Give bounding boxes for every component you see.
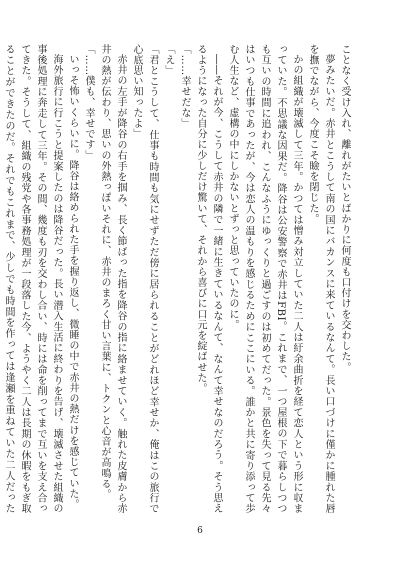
paragraph: ことなく受け入れ、離れがたいとばかりに何度も口付けを交わした。 <box>339 44 350 373</box>
paragraph: ――それが今、こうして赤井の隣で一緒に生きているなんて、なんて幸せなのだろう。そう思えるようになった自分に少しだけ驚いて、それから喜びに口元を綻ばせた。 <box>195 44 222 514</box>
dialogue-line: 「君とこうして、仕事も時間も気にせずただ傍に居られることがどれほど幸せか、俺はこの旅行で心底思い知ったよ」 <box>131 44 158 514</box>
paragraph: 赤井の左手が降谷の右手を掴み、長く節ばった指を降谷の指に絡ませていく。触れた皮膚から赤井の熱が伝わり、思いの外熱っぽいそれに、赤井のまろく甘い言葉に、トクンと心音が高鳴る。 <box>99 44 126 514</box>
dialogue-line: 「……僕も、幸せです」 <box>83 44 94 161</box>
dialogue-line: 「……幸せだな」 <box>179 44 190 129</box>
page-number: 6 <box>197 526 203 536</box>
paragraph: 海外旅行に行こうと提案したのは降谷だった。長い潜入生活に終わりを告げ、壊滅させた組織の事後処理に奔走して三年。その間、幾度も刃を交わし合い、時には命を削ってまで互いを支え合ってきた。そうして、組織の残党や各事務処理が一段落した今、ようやく二人は長期の休暇をもぎ取ることができたのだ。それでもこれまで、少しでも時間を作っては逢瀬を重ねていた二人だった <box>3 44 62 514</box>
paragraph: いっそ怖いくらいに。降谷は絡められた手を握り返し、微睡の中で赤井の熱だけを感じていた。 <box>67 54 78 510</box>
dialogue-line: 「え」 <box>163 44 174 76</box>
body-text <box>3 44 352 514</box>
paragraph: 夢みたいだ。赤井とこうして南の国にバカンスに来ているなんて。長い口づけに僅かに腫れた唇を撫でながら、今度こそ瞼を閉じた。 <box>307 44 334 514</box>
paragraph: かの組織が壊滅して三年。かつては憎み対立していた二人は紆余曲折を経て恋人という形に収まっていた。不思議な因果だ。降谷は公安警察で赤井はFBI。これまで、一つ屋根の下で暮らしつつも互いの時間に追われ、こんなふうにゆっくりと過ごすのは初めてだった。景色を失って見る先々はいつも仕事であったが、今は恋人の温もりを感じるためにここにいる。誰かと共に寄り添って歩む人生など、虚構の中にしかないとずっと思っていたのに。 <box>227 44 302 514</box>
